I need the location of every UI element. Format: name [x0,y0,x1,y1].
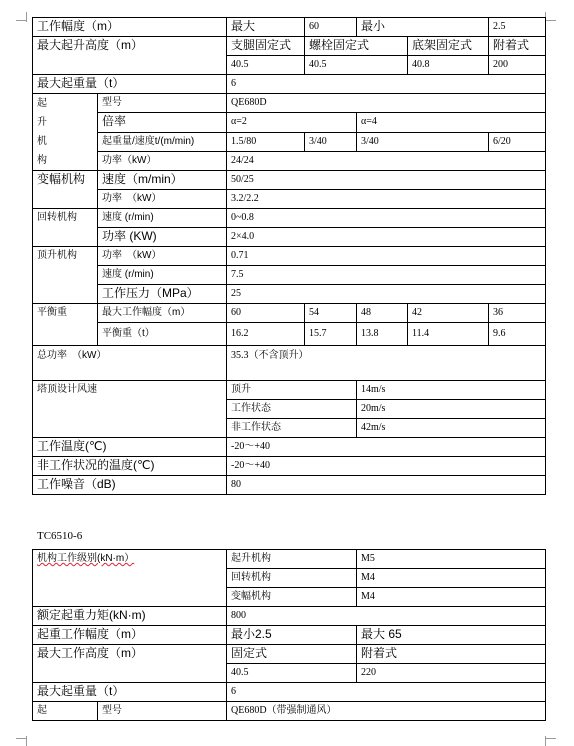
noise-label: 工作噪音（dB) [33,476,227,495]
height-type: 附着式 [357,645,546,664]
max-value: 60 [305,18,357,37]
rated-moment-label: 额定起重力矩(kN·m) [33,607,227,626]
wind-speed-label: 塔顶设计风速 [33,381,227,438]
hoist-power-value: 24/24 [227,151,546,170]
max-load-value: 6 [227,683,546,702]
working-range-label: 工作幅度（m） [33,18,227,37]
climb-speed-label: 速度 (r/min) [98,266,227,285]
ratio-a: α=2 [227,113,357,132]
slewing-mechanism-label: 回转机构 [33,209,98,247]
max-label: 最大 [227,18,305,37]
load-speed-label: 起重量/速度t/(m/min) [98,132,227,151]
luff-power-value: 3.2/2.2 [227,190,546,209]
luffing-mechanism-label: 变幅机构 [33,171,98,209]
lifting-range-min: 最小2.5 [227,626,357,645]
min-label: 最小 [357,18,489,37]
luff-power-label: 功率 （kW） [98,190,227,209]
lifting-range-label: 起重工作幅度（m） [33,626,227,645]
counter-weight-value: 16.2 [227,323,305,346]
counter-range-label: 最大工作幅度（m） [98,304,227,323]
idle-temp-label: 非工作状况的温度(℃) [33,457,227,476]
mechanism-name: 回转机构 [227,569,357,588]
counter-range-value: 48 [357,304,408,323]
wind-condition: 非工作状态 [227,419,357,438]
load-speed-value: 3/40 [357,132,489,151]
mechanism-name: 变幅机构 [227,588,357,607]
hoist-mechanism-label: 起 [33,702,98,721]
height-col: 底架固定式 [408,37,489,56]
counter-range-value: 36 [489,304,546,323]
crop-mark [545,20,556,21]
height-type: 固定式 [227,645,357,664]
counterweight-label: 平衡重 [33,304,98,346]
climbing-mechanism-label: 顶升机构 [33,247,98,304]
mechanism-class-label: 机构工作级别(kN·m） [33,550,227,607]
max-load-value: 6 [227,75,546,94]
slew-speed-label: 速度 (r/min) [98,209,227,228]
height-col: 螺栓固定式 [305,37,408,56]
spec-table-tc6510 [32,549,546,721]
mechanism-class: M4 [357,569,546,588]
mechanism-class: M4 [357,588,546,607]
mechanism-class: M5 [357,550,546,569]
height-value: 220 [357,664,546,683]
counter-weight-value: 15.7 [305,323,357,346]
counter-weight-value: 13.8 [357,323,408,346]
lifting-range-max: 最大 65 [357,626,546,645]
hoist-power-label: 功率（kW） [98,151,227,170]
slew-power-label: 功率 (KW) [98,228,227,247]
height-value: 40.5 [227,664,357,683]
hoist-model-label: 型号 [98,702,227,721]
climb-speed-value: 7.5 [227,266,546,285]
wind-condition: 顶升 [227,381,357,400]
max-working-height-label: 最大工作高度（m） [33,645,227,683]
counter-weight-value: 9.6 [489,323,546,346]
ratio-label: 倍率 [98,113,227,132]
counter-range-value: 60 [227,304,305,323]
wind-value: 14m/s [357,381,546,400]
max-load-label: 最大起重量（t） [33,75,227,94]
load-speed-value: 6/20 [489,132,546,151]
luff-speed-label: 速度（m/min） [98,171,227,190]
min-value: 2.5 [489,18,546,37]
counter-range-value: 42 [408,304,489,323]
crop-mark [16,20,27,21]
counter-weight-value: 11.4 [408,323,489,346]
load-speed-value: 3/40 [305,132,357,151]
luff-speed-value: 50/25 [227,171,546,190]
wind-value: 20m/s [357,400,546,419]
hoist-mechanism-label: 起 升 机 构 [33,94,98,171]
total-power-label: 总功率 （kW） [33,346,227,381]
noise-value: 80 [227,476,546,495]
counter-weight-label: 平衡重（t） [98,323,227,346]
hoist-model-value: QE680D（带强制通风） [227,702,546,721]
mechanism-name: 起升机构 [227,550,357,569]
slew-speed-value: 0~0.8 [227,209,546,228]
hoist-model-label: 型号 [98,94,227,113]
counter-range-value: 54 [305,304,357,323]
height-value: 40.8 [408,56,489,75]
load-speed-value: 1.5/80 [227,132,305,151]
height-value: 40.5 [305,56,408,75]
idle-temp-value: -20～+40 [227,457,546,476]
crop-mark [16,738,27,739]
working-pressure-value: 25 [227,285,546,304]
climb-power-label: 功率 （kW） [98,247,227,266]
max-lift-height-label: 最大起升高度（m） [33,37,227,75]
wind-value: 42m/s [357,419,546,438]
working-temp-label: 工作温度(℃) [33,438,227,457]
model-heading: TC6510-6 [37,530,83,542]
height-col: 支腿固定式 [227,37,305,56]
height-value: 40.5 [227,56,305,75]
wind-condition: 工作状态 [227,400,357,419]
crop-mark [545,738,556,739]
total-power-value: 35.3（不含顶升） [227,346,546,381]
slew-power-value: 2×4.0 [227,228,546,247]
spec-table-main [32,17,546,495]
height-value: 200 [489,56,546,75]
rated-moment-value: 800 [227,607,546,626]
hoist-model-value: QE680D [227,94,546,113]
working-temp-value: -20～+40 [227,438,546,457]
ratio-b: α=4 [357,113,546,132]
max-load-label: 最大起重量（t） [33,683,227,702]
climb-power-value: 0.71 [227,247,546,266]
working-pressure-label: 工作压力（MPa） [98,285,227,304]
height-col: 附着式 [489,37,546,56]
